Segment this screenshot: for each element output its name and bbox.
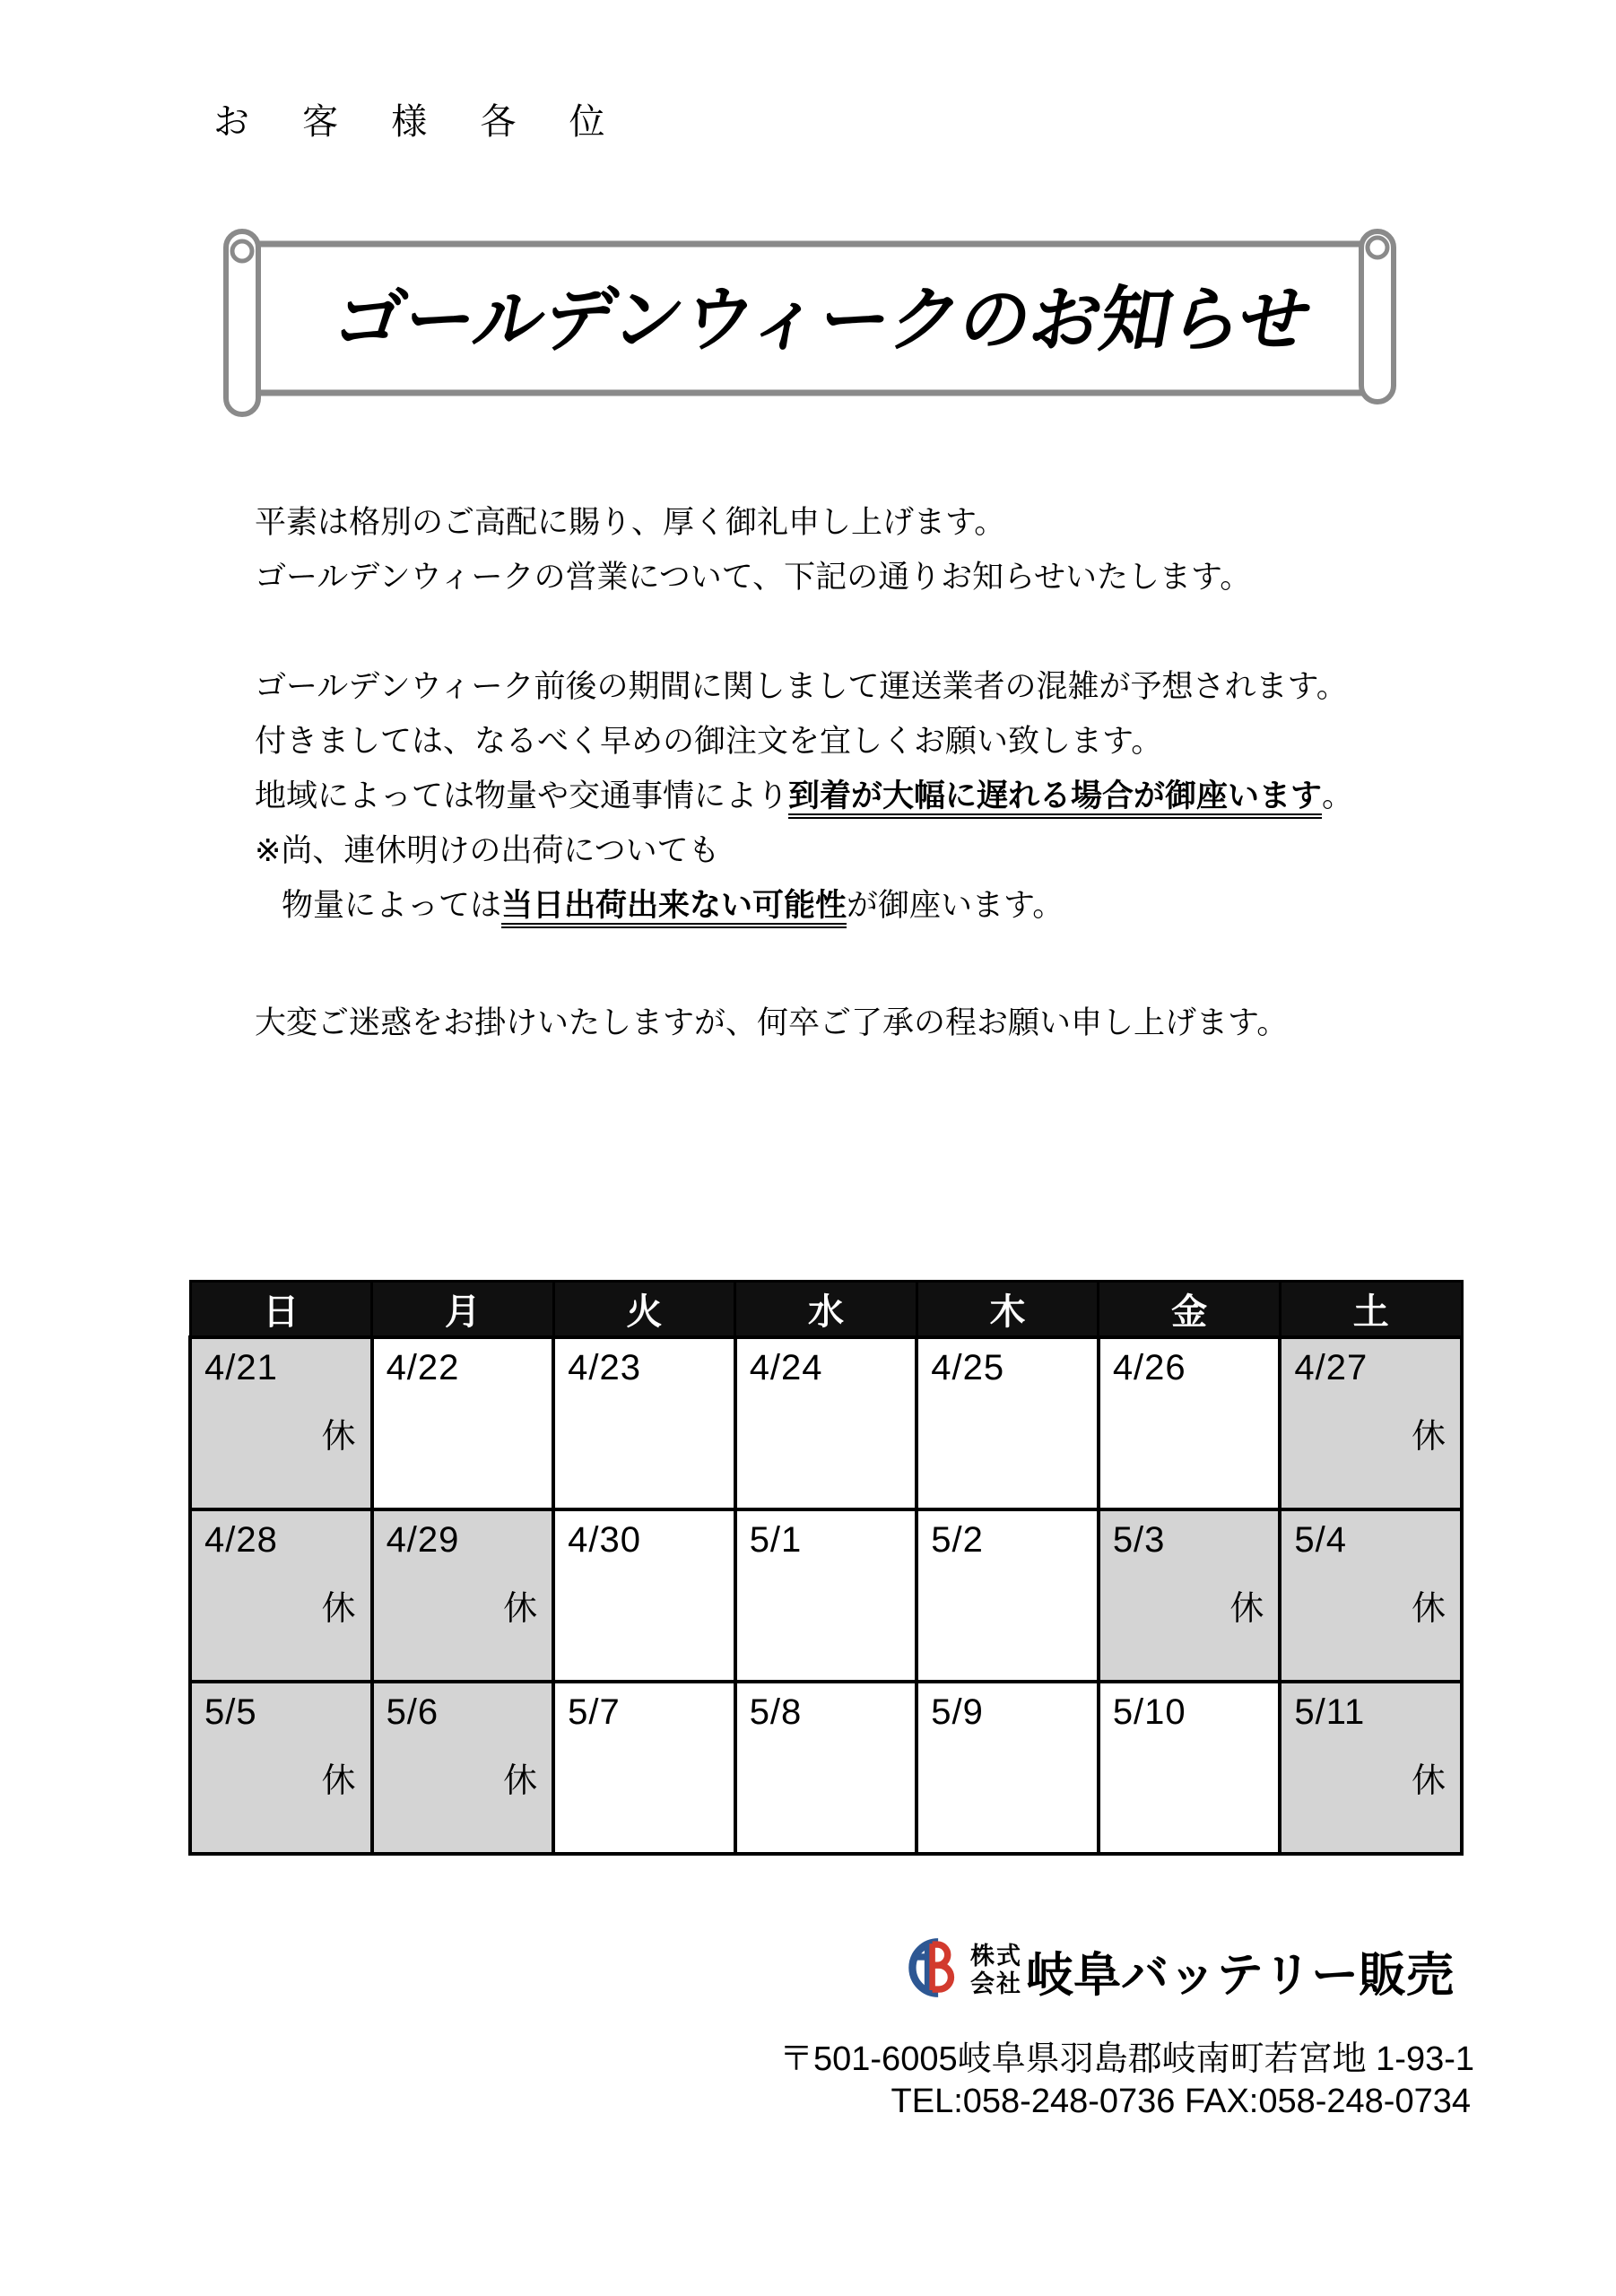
company-tel-fax: TEL:058-248-0736 FAX:058-248-0734 (891, 2083, 1471, 2120)
closed-label: 休 (503, 1762, 538, 1800)
notice-text: 物量によっては (282, 888, 502, 923)
weekday-header: 金 (1099, 1282, 1281, 1338)
intro-line: ゴールデンウィークの営業について、下記の通りお知らせいたします。 (255, 560, 1252, 595)
company-type-bottom: 会社 (970, 1970, 1022, 1997)
date-label: 5/4 (1294, 1520, 1347, 1560)
calendar-day-cell (1280, 1682, 1462, 1854)
notice-text: 。 (1322, 778, 1354, 813)
notice-text: 地域によっては物量や交通事情により (255, 778, 789, 813)
date-label: 5/7 (568, 1692, 621, 1732)
banner-left-curl-icon (232, 241, 252, 261)
calendar-day-cell (372, 1682, 554, 1854)
calendar-day-cell (553, 1337, 735, 1509)
calendar-week-row (190, 1337, 1462, 1509)
closed-label: 休 (1229, 1590, 1264, 1628)
date-label: 4/24 (749, 1348, 823, 1387)
calendar-week-row (190, 1682, 1462, 1854)
closed-label: 休 (1411, 1762, 1446, 1800)
date-label: 5/1 (749, 1520, 803, 1560)
emphasized-delay-warning: 到着が大幅に遅れる場合が御座います (788, 778, 1322, 819)
calendar-header-row (190, 1282, 1462, 1338)
date-label: 4/23 (568, 1348, 641, 1387)
apology-line: 大変ご迷惑をお掛けいたしますが、何卒ご了承の程お願い申し上げます。 (255, 1005, 1289, 1040)
weekday-header: 土 (1280, 1282, 1462, 1338)
weekday-header: 水 (735, 1282, 917, 1338)
intro-line: 平素は格別のご高配に賜り、厚く御礼申し上げます。 (255, 505, 1006, 540)
notice-paragraph (255, 659, 1353, 933)
closed-label: 休 (1411, 1418, 1446, 1456)
company-logo-gb-icon (895, 1935, 961, 2001)
date-label: 4/27 (1294, 1348, 1368, 1387)
apology-paragraph (255, 996, 1288, 1050)
closed-label: 休 (321, 1418, 356, 1456)
notice-line (255, 769, 1353, 823)
date-label: 5/6 (386, 1692, 439, 1732)
company-address: 〒501-6005岐阜県羽島郡岐南町若宮地 1-93-1 (779, 2040, 1474, 2078)
date-label: 4/21 (204, 1348, 278, 1387)
calendar-day-cell (190, 1682, 372, 1854)
calendar-week-row (190, 1509, 1462, 1682)
calendar-day-cell (372, 1337, 554, 1509)
calendar-body (190, 1337, 1462, 1854)
date-label: 5/3 (1112, 1520, 1166, 1560)
calendar-day-cell (553, 1509, 735, 1682)
calendar-day-cell (735, 1509, 917, 1682)
notice-line: ゴールデンウィーク前後の期間に関しまして運送業者の混雑が予想されます。 (255, 669, 1348, 704)
calendar-day-cell (1099, 1337, 1281, 1509)
notice-line: ※尚、連休明けの出荷についても (255, 833, 720, 868)
date-label: 4/26 (1112, 1348, 1186, 1387)
date-label: 5/10 (1112, 1692, 1186, 1732)
weekday-header: 火 (553, 1282, 735, 1338)
weekday-header: 木 (917, 1282, 1099, 1338)
calendar-day-cell (1099, 1682, 1281, 1854)
holiday-calendar-table (188, 1280, 1464, 1856)
company-type-label (970, 1943, 1022, 1998)
calendar-day-cell (190, 1509, 372, 1682)
emphasized-shipping-warning: 当日出荷出来ない可能性 (501, 888, 847, 928)
date-label: 5/5 (204, 1692, 257, 1732)
company-type-top: 株式 (970, 1943, 1022, 1970)
calendar-day-cell (1280, 1509, 1462, 1682)
company-name: 岐阜バッテリー販売 (1026, 1949, 1454, 2002)
calendar-day-cell (735, 1682, 917, 1854)
date-label: 4/29 (386, 1520, 460, 1560)
banner-title: ゴールデンウィークのお知らせ (327, 280, 1317, 360)
date-label: 5/8 (749, 1692, 803, 1732)
calendar-day-cell (553, 1682, 735, 1854)
calendar-day-cell (917, 1509, 1099, 1682)
date-label: 4/28 (204, 1520, 278, 1560)
banner-right-curl-icon (1368, 238, 1387, 257)
date-label: 5/9 (931, 1692, 984, 1732)
notice-line: 付きましては、なるべく早めの御注文を宜しくお願い致します。 (255, 724, 1163, 759)
weekday-header: 日 (190, 1282, 372, 1338)
calendar-day-cell (372, 1509, 554, 1682)
date-label: 4/25 (931, 1348, 1005, 1387)
calendar-day-cell (917, 1337, 1099, 1509)
closed-label: 休 (321, 1590, 356, 1628)
calendar-day-cell (1099, 1509, 1281, 1682)
calendar-day-cell (735, 1337, 917, 1509)
closed-label: 休 (1411, 1590, 1446, 1628)
intro-paragraph (255, 495, 1251, 604)
date-label: 5/2 (931, 1520, 984, 1560)
notice-text: が御座います。 (847, 888, 1064, 923)
closed-label: 休 (321, 1762, 356, 1800)
date-label: 5/11 (1294, 1692, 1366, 1732)
weekday-header: 月 (372, 1282, 554, 1338)
closed-label: 休 (503, 1590, 538, 1628)
calendar-day-cell (190, 1337, 372, 1509)
date-label: 4/22 (386, 1348, 460, 1387)
date-label: 4/30 (568, 1520, 641, 1560)
calendar-day-cell (917, 1682, 1099, 1854)
customer-salutation: お 客 様 各 位 (213, 102, 627, 142)
calendar-day-cell (1280, 1337, 1462, 1509)
notice-line (282, 878, 1353, 933)
